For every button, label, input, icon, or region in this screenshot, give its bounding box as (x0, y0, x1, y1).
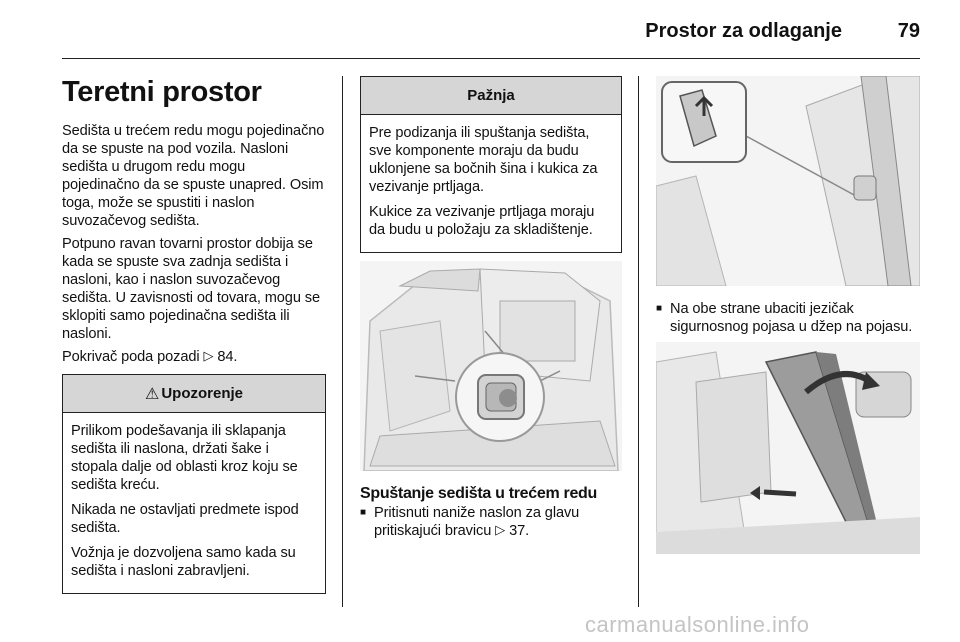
bullet-square-icon: ■ (656, 303, 662, 314)
left-column (62, 76, 326, 594)
middle-column (360, 76, 622, 540)
page-number: 79 (897, 20, 920, 42)
warning-title: Upozorenje (161, 385, 244, 402)
floor-cover-reference (62, 348, 326, 366)
paragraph-flat-floor: Potpuno ravan tovarni prostor dobija se kada se spuste sva zadnja sedišta i nasloni, kao i naslon suvozačevog sedišta. U zavisnosti od tovara, mogu se sklopiti samo pojedinačna sedišta ili nasloni. (62, 236, 321, 342)
paragraph-seats: Sedišta u trećem redu mogu pojedinačno da se spuste na pod vozila. Nasloni sedišta u drugom redu mogu pojedinačno da se spuste unapred. Osim toga, može se spustiti i naslon suvozačevog sedišta. (62, 123, 325, 229)
warning-paragraph: Nikada ne ostavljati predmete ispod sedišta. (71, 502, 299, 536)
section-title: Teretni prostor (62, 76, 262, 108)
bullet-text (374, 504, 622, 540)
belt-instruction: Na obe strane ubaciti jezičak sigurnosnog pojasa u džep na pojasu. (670, 301, 913, 335)
warning-header (63, 375, 325, 413)
list-item (656, 300, 920, 336)
warning-triangle-icon: ⚠ (144, 385, 160, 403)
notice-paragraph: Pre podizanja ili spuštanja sedišta, sve komponente moraju da budu uklonjene sa bočnih šina i kukica za vezivanje prtljaga. (369, 125, 598, 195)
header-title: Prostor za odlaganje (645, 20, 842, 42)
page-header (0, 14, 960, 54)
right-column (656, 76, 920, 554)
notice-box (360, 76, 622, 253)
column-divider-right (638, 76, 639, 607)
third-row-subheading: Spuštanje sedišta u trećem redu (360, 485, 598, 502)
page-reference-icon: ▷ (495, 522, 506, 537)
notice-body (361, 115, 621, 252)
watermark: carmanualsonline.info (585, 612, 810, 637)
list-item (360, 504, 622, 540)
column-divider-left (342, 76, 343, 607)
floor-cover-page-link[interactable]: 84. (217, 349, 238, 365)
warning-paragraph: Vožnja je dozvoljena samo kada su sedišta i nasloni zabravljeni. (71, 545, 296, 579)
headrest-page-link[interactable]: 37. (509, 523, 530, 539)
seat-folding-illustration (656, 342, 920, 554)
warning-paragraph: Prilikom podešavanja ili sklapanja sedišta ili naslona, držati šake i stopala dalje od oblasti kroz koju se sedišta kreću. (71, 423, 298, 493)
seat-belt-illustration (656, 76, 920, 286)
cargo-area-illustration (360, 261, 622, 471)
floor-cover-text: Pokrivač poda pozadi (62, 349, 200, 365)
header-rule (62, 58, 920, 59)
notice-header (361, 77, 621, 115)
page-reference-icon: ▷ (203, 348, 214, 363)
warning-body (63, 413, 325, 593)
notice-paragraph: Kukice za vezivanje prtljaga moraju da budu u položaju za skladištenje. (369, 204, 595, 238)
warning-box (62, 374, 326, 594)
bullet-square-icon: ■ (360, 507, 366, 518)
headrest-instruction: Pritisnuti naniže naslon za glavu pritiskajući bravicu (374, 505, 580, 539)
notice-title: Pažnja (467, 87, 515, 104)
